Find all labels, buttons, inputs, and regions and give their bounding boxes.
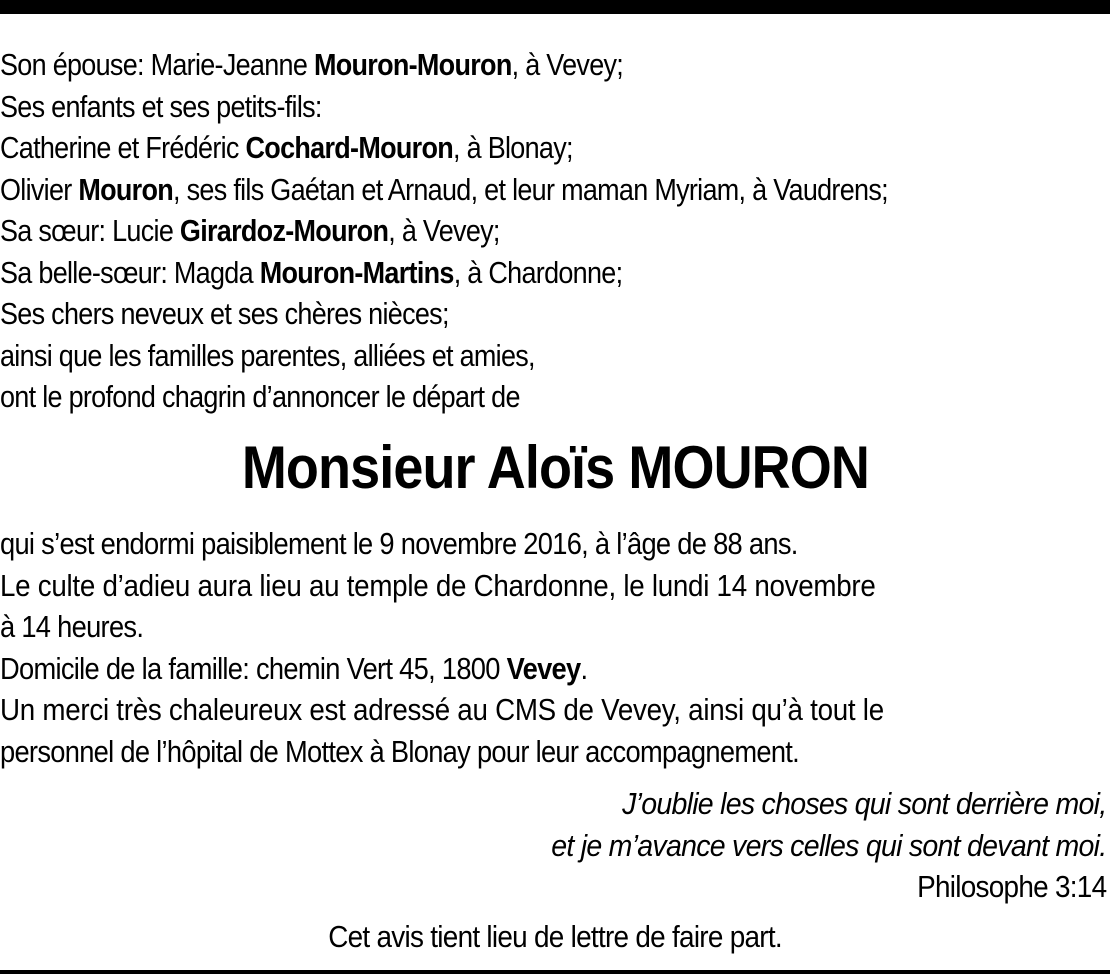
spouse-location: , à Vevey;	[511, 47, 624, 82]
closing-text: Cet avis tient lieu de lettre de faire part.	[328, 919, 782, 954]
home-suffix: .	[580, 650, 588, 686]
nephews-line: Ses chers neveux et ses chères nièces;	[0, 296, 449, 331]
quote-line-1: J’oublie les choses qui sont derrière moi,	[621, 786, 1106, 821]
spouse-surname: Mouron-Mouron	[313, 47, 512, 82]
closing-note	[0, 916, 1110, 958]
child-2-details: , ses fils Gaétan et Arnaud, et leur maman Myriam, à Vaudrens;	[173, 171, 888, 207]
child-1-text: Catherine et Frédéric	[0, 130, 246, 165]
top-border-rule	[0, 0, 1110, 14]
death-line: qui s’est endormi paisiblement le 9 novembre 2016, à l’âge de 88 ans.	[0, 526, 798, 561]
home-city: Vevey	[506, 650, 581, 686]
bottom-border-rule	[0, 970, 1110, 974]
spouse-text: Son épouse: Marie-Jeanne	[0, 47, 314, 82]
home-address: Domicile de la famille: chemin Vert 45, 1800	[0, 650, 507, 686]
sister-line	[0, 210, 966, 252]
service-line-1: Le culte d’adieu aura lieu au temple de Chardonne, le lundi 14 novembre	[0, 567, 876, 603]
child-line-1	[0, 127, 966, 169]
families-line: ainsi que les familles parentes, alliées et amies,	[0, 337, 535, 373]
home-line	[0, 648, 977, 690]
sister-in-law-location: , à Chardonne;	[453, 254, 623, 290]
quote-line-2: et je m’avance vers celles qui sont devant moi.	[550, 827, 1106, 863]
deceased-name-heading	[0, 432, 1110, 504]
child-line-2	[0, 169, 966, 211]
child-2-surname: Mouron	[78, 171, 174, 207]
thanks-line-2: personnel de l’hôpital de Mottex à Blonay pour leur accompagnement.	[0, 733, 800, 769]
children-heading: Ses enfants et ses petits-fils:	[0, 88, 322, 124]
service-line-2: à 14 heures.	[0, 609, 144, 644]
sister-in-law-text: Sa belle-sœur: Magda	[0, 254, 260, 290]
deceased-name-text: Monsieur Aloïs MOURON	[241, 434, 869, 501]
thanks-line-1: Un merci très chaleureux est adressé au CMS de Vevey, ainsi qu’à tout le	[0, 692, 884, 727]
sister-surname: Girardoz-Mouron	[179, 213, 389, 248]
scripture-quote	[503, 783, 1106, 908]
sister-in-law-surname: Mouron-Martins	[259, 254, 454, 290]
sister-location: , à Vevey;	[388, 213, 500, 248]
announce-line: ont le profond chagrin d’annoncer le départ de	[0, 379, 520, 414]
quote-reference: Philosophe 3:14	[916, 869, 1106, 904]
child-2-text: Olivier	[0, 171, 79, 207]
sister-text: Sa sœur: Lucie	[0, 213, 180, 248]
family-list	[0, 44, 1110, 418]
child-1-surname: Cochard-Mouron	[245, 130, 454, 165]
sister-in-law-line	[0, 252, 966, 294]
child-1-location: , à Blonay;	[453, 130, 573, 165]
funeral-details	[0, 523, 1110, 772]
spouse-line	[0, 44, 966, 86]
